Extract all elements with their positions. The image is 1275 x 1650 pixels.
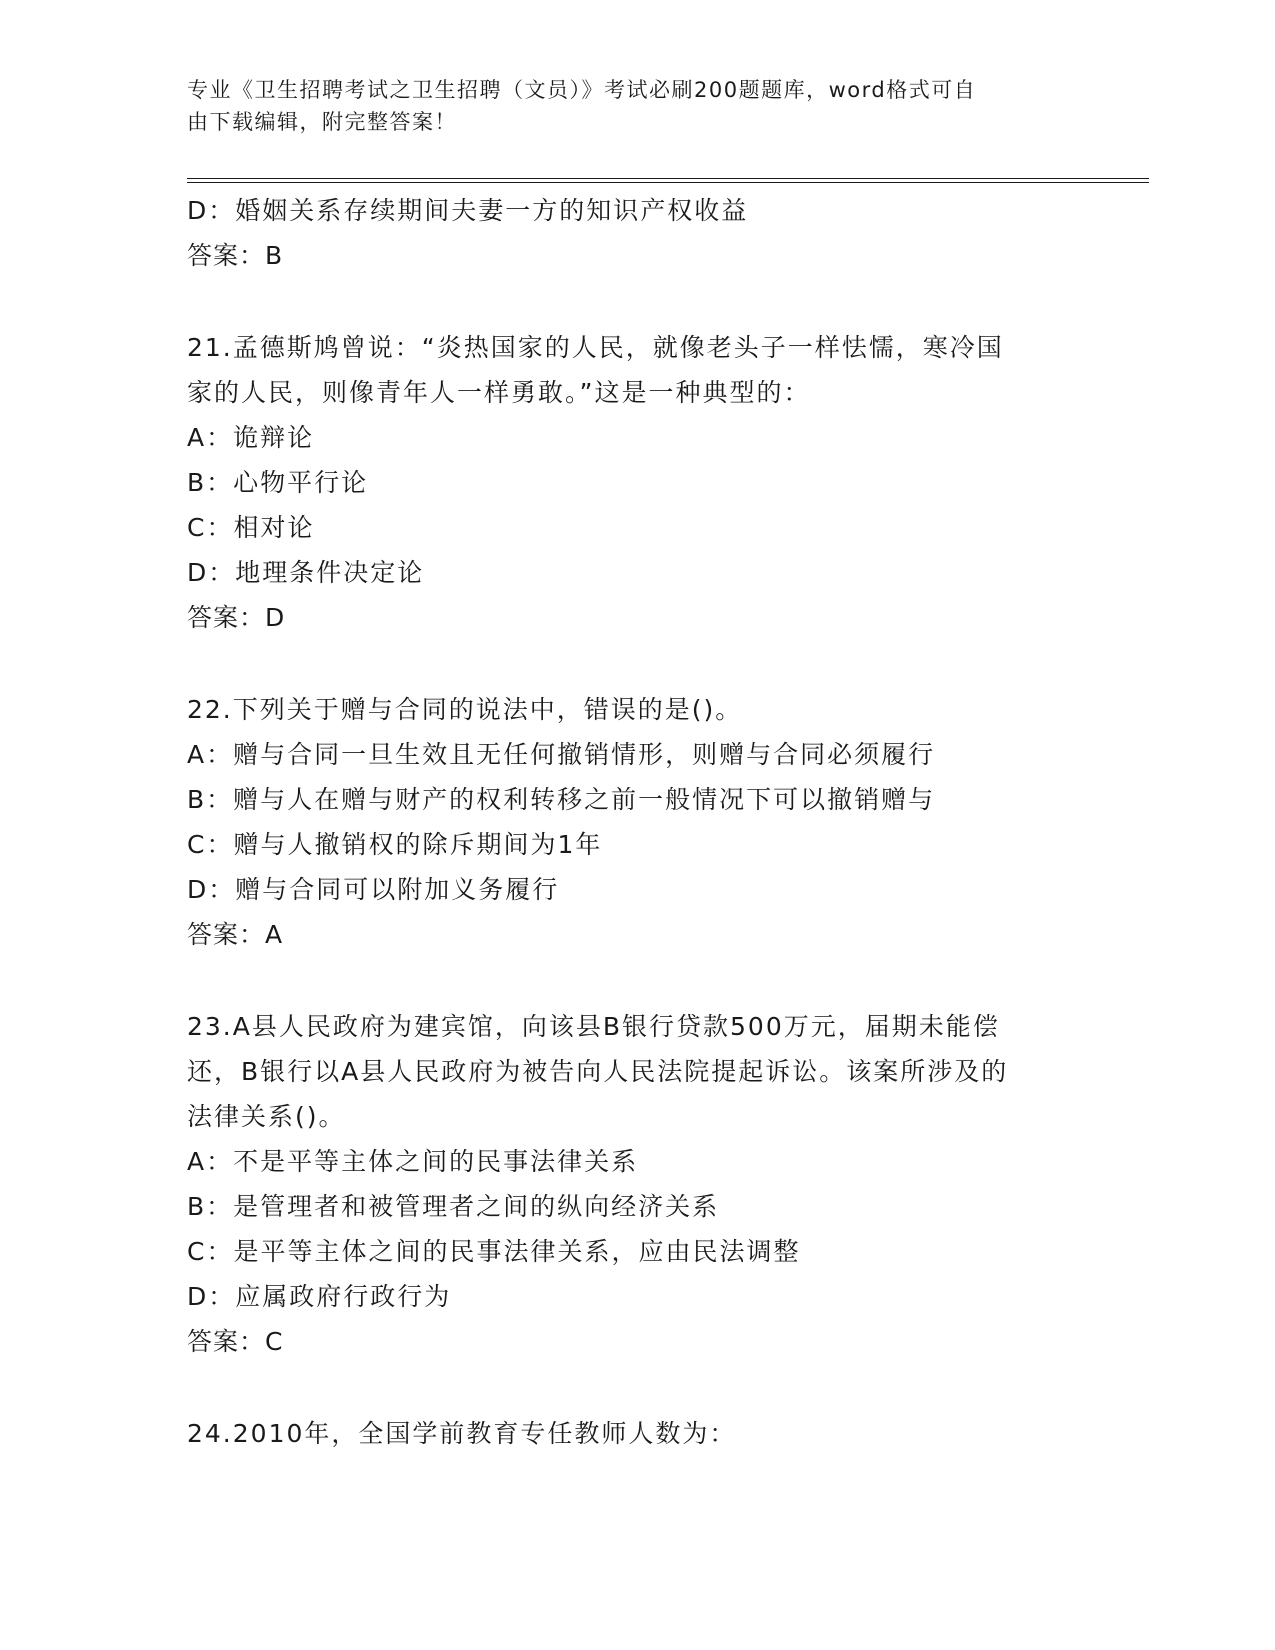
header-line-2: 由下载编辑，附完整答案！	[187, 110, 457, 134]
question-21	[187, 325, 1087, 640]
question-stem-line: 21.孟德斯鸠曾说：“炎热国家的人民，就像老头子一样怯懦，寒冷国	[187, 333, 1004, 362]
header-line-1: 专业《卫生招聘考试之卫生招聘（文员）》考试必刷200题题库，word格式可自	[187, 78, 977, 102]
option-b: B：心物平行论	[187, 468, 369, 497]
option-a: A：赠与合同一旦生效且无任何撤销情形，则赠与合同必须履行	[187, 740, 936, 769]
document-body	[187, 188, 1087, 1456]
option-d: D：地理条件决定论	[187, 558, 425, 587]
question-23	[187, 1004, 1087, 1364]
option-b: B：赠与人在赠与财产的权利转移之前一般情况下可以撤销赠与	[187, 785, 936, 814]
answer: 答案：B	[187, 241, 284, 270]
question-stem-line: 法律关系()。	[187, 1102, 346, 1131]
answer: 答案：C	[187, 1327, 284, 1356]
question-stem-line: 24.2010年，全国学前教育专任教师人数为：	[187, 1419, 737, 1448]
answer: 答案：D	[187, 603, 286, 632]
question-stem-line: 23.A县人民政府为建宾馆，向该县B银行贷款500万元，届期未能偿	[187, 1012, 1000, 1041]
option-a: A：诡辩论	[187, 423, 315, 452]
question-stem-line: 家的人民，则像青年人一样勇敢。”这是一种典型的：	[187, 378, 811, 407]
option-c: C：相对论	[187, 513, 315, 542]
option-d: D：婚姻关系存续期间夫妻一方的知识产权收益	[187, 196, 749, 225]
option-c: C：赠与人撤销权的除斥期间为1年	[187, 830, 603, 859]
option-d: D：赠与合同可以附加义务履行	[187, 875, 560, 904]
option-c: C：是平等主体之间的民事法律关系，应由民法调整	[187, 1237, 801, 1266]
option-a: A：不是平等主体之间的民事法律关系	[187, 1147, 639, 1176]
option-d: D：应属政府行政行为	[187, 1282, 452, 1311]
question-stem-line: 还，B银行以A县人民政府为被告向人民法院提起诉讼。该案所涉及的	[187, 1057, 1009, 1086]
prev-question-tail	[187, 188, 1087, 278]
question-24	[187, 1411, 1087, 1456]
question-22	[187, 687, 1087, 957]
question-stem-line: 22.下列关于赠与合同的说法中，错误的是()。	[187, 695, 743, 724]
option-b: B：是管理者和被管理者之间的纵向经济关系	[187, 1192, 720, 1221]
answer: 答案：A	[187, 920, 284, 949]
page-header	[187, 74, 1067, 138]
header-divider	[187, 178, 1149, 183]
